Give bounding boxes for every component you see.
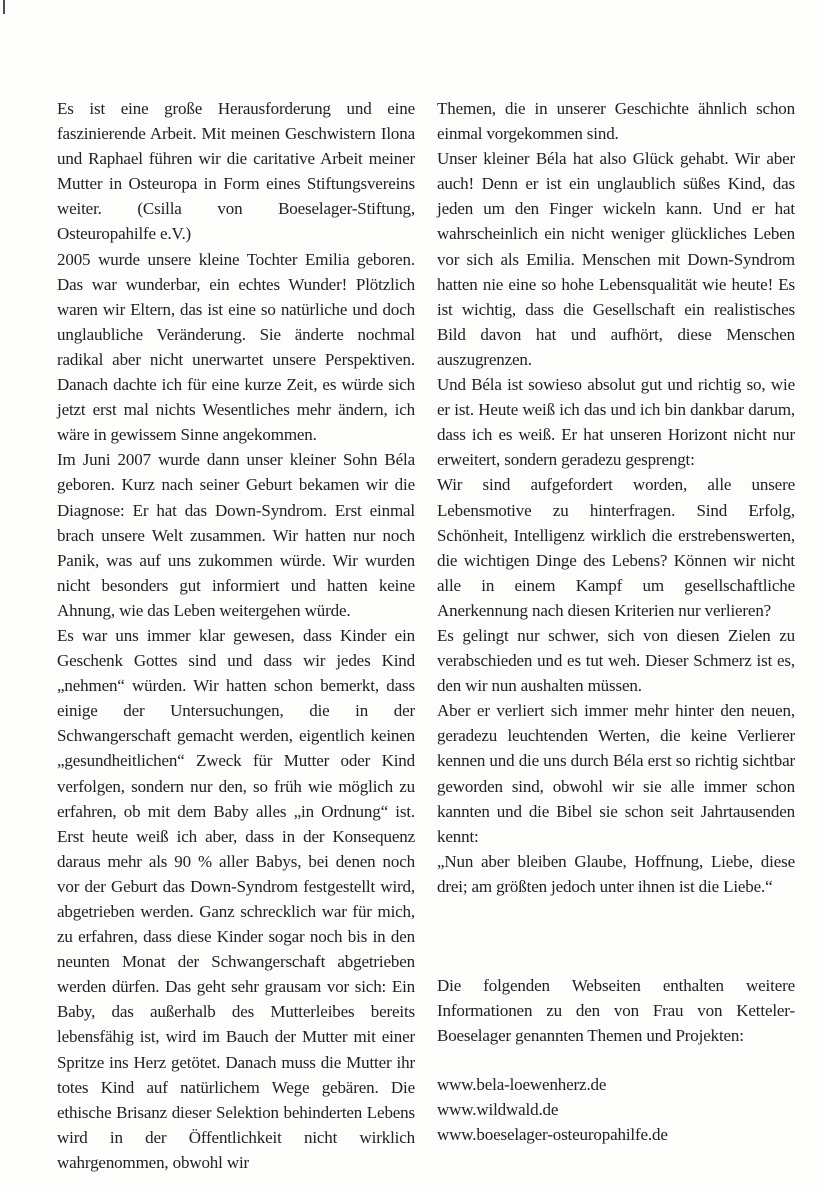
websites-intro-paragraph: Die folgenden Webseiten enthalten weitere Informationen zu den von Frau von Ketteler-Boeselager genannten Themen und Projekten: <box>437 976 795 1046</box>
body-paragraph: 2005 wurde unsere kleine Tochter Emilia geboren. Das war wunderbar, ein echtes Wunder! Plötzlich waren wir Eltern, das ist eine so natürliche und doch unglaubliche Veränderung. Sie änderte nochmal radikal aber nicht unerwartet unsere Perspektiven. Danach dachte ich für eine kurze Zeit, es würde sich jetzt erst mal nichts Wesentliches mehr ändern, ich wäre in gewissem Sinne angekommen. <box>57 249 415 445</box>
body-paragraph: Und Béla ist sowieso absolut gut und richtig so, wie er ist. Heute weiß ich das und ich bin dankbar darum, dass ich es weiß. Er hat unseren Horizont nicht nur erweitert, sondern geradezu gesprengt: <box>437 375 795 470</box>
body-paragraph: „Nun aber bleiben Glaube, Hoffnung, Liebe, diese drei; am größten jedoch unter ihnen ist die Liebe.“ <box>437 851 795 896</box>
body-paragraph: Aber er verliert sich immer mehr hinter den neuen, geradezu leuchtenden Werten, die keine Verlierer kennen und die uns durch Béla erst so richtig sichtbar geworden sind, obwohl wir sie alle immer schon kannten und die Bibel sie schon seit Jahrtausenden kennt: <box>437 701 795 846</box>
body-paragraph: Themen, die in unserer Geschichte ähnlich schon einmal vorgekommen sind. <box>437 99 795 144</box>
body-paragraph: Es war uns immer klar gewesen, dass Kinder ein Geschenk Gottes sind und dass wir jedes Kind „nehmen“ würden. Wir hatten schon bemerkt, dass einige der Untersuchungen, die in der Schwangerschaft gemacht werden, eigentlich keinen „gesundheitlichen“ Zweck für Mutter oder Kind verfolgen, sondern nur den, so früh wie möglich zu erfahren, ob mit dem Baby alles „in Ordnung“ ist. Erst heute weiß ich aber, dass in der Konsequenz daraus mehr als 90 % aller Babys, bei denen noch vor der Geburt das Down-Syndrom festgestellt wird, abgetrieben werden. Ganz schrecklich war für mich, zu erfahren, dass diese Kinder sogar noch bis in den neunten Monat der Schwangerschaft abgetrieben werden dürfen. Das geht sehr grausam vor sich: Ein Baby, das außerhalb des Mutterleibes bereits lebensfähig ist, wird im Bauch der Mutter mit einer Spritze ins Herz getötet. Danach muss die Mutter ihr totes Kind auf natürlichem Wege gebären. Die ethische Brisanz dieser Selektion behinderten Lebens wird in der Öffentlichkeit nicht wirklich wahrgenommen, obwohl wir <box>57 625 415 1172</box>
right-column-text <box>437 96 795 899</box>
body-paragraph: Es gelingt nur schwer, sich von diesen Zielen zu verabschieden und es tut weh. Dieser Schmerz ist es, den wir nun aushalten müssen. <box>437 625 795 696</box>
website-list <box>437 1072 795 1147</box>
website-url: www.wildwald.de <box>437 1100 559 1120</box>
left-column <box>57 96 415 1175</box>
scan-artifact <box>3 0 5 14</box>
body-paragraph: Unser kleiner Béla hat also Glück gehabt. Wir aber auch! Denn er ist ein unglaublich süßes Kind, das jeden um den Finger wickeln kann. Und er hat wahrscheinlich ein nicht weniger glückliches Leben vor sich als Emilia. Menschen mit Down-Syndrom hatten nie eine so hohe Lebensqualität wie heute! Es ist wichtig, dass die Gesellschaft ein realistisches Bild davon hat und aufhört, diese Menschen auszugrenzen. <box>437 149 795 369</box>
body-paragraph: Wir sind aufgefordert worden, alle unsere Lebensmotive zu hinterfragen. Sind Erfolg, Schönheit, Intelligenz wirklich die erstrebenswerten, die wichtigen Dinge des Lebens? Können wir nicht alle in einem Kampf um gesellschaftliche Anerkennung nach diesen Kriterien nur verlieren? <box>437 475 795 620</box>
two-column-text-block <box>57 96 795 1175</box>
website-url: www.boeselager-osteuropahilfe.de <box>437 1125 668 1145</box>
body-paragraph: Im Juni 2007 wurde dann unser kleiner Sohn Béla geboren. Kurz nach seiner Geburt bekamen wir die Diagnose: Er hat das Down-Syndrom. Erst einmal brach unsere Welt zusammen. Wir hatten nur noch Panik, was auf uns zukommen würde. Wir wurden nicht besonders gut informiert und hatten keine Ahnung, wie das Leben weitergehen würde. <box>57 450 415 620</box>
right-column <box>437 96 795 1148</box>
website-url: www.bela-loewenherz.de <box>437 1075 607 1095</box>
body-paragraph: Es ist eine große Herausforderung und eine faszinierende Arbeit. Mit meinen Geschwistern Ilona und Raphael führen wir die caritative Arbeit meiner Mutter in Osteuropa in Form eines Stiftungsvereins weiter. (Csilla von Boeselager-Stiftung, Osteuropahilfe e.V.) <box>57 99 415 244</box>
